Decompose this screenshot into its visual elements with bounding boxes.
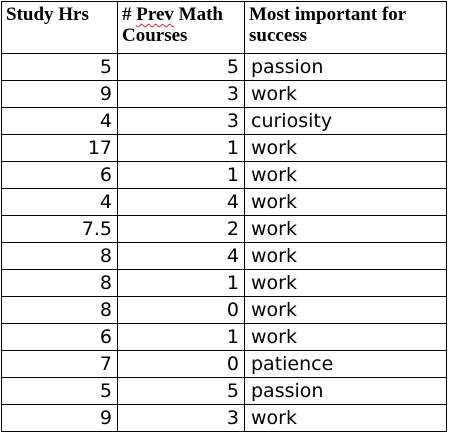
table-row <box>2 216 447 243</box>
cell-prev-math-courses: 3 <box>118 108 245 135</box>
cell-most-important: passion <box>245 378 447 405</box>
cell-study-hrs: 7 <box>2 351 118 378</box>
cell-most-important: work <box>245 297 447 324</box>
cell-prev-math-courses: 3 <box>118 81 245 108</box>
cell-prev-math-courses: 4 <box>118 243 245 270</box>
cell-study-hrs: 8 <box>2 297 118 324</box>
cell-study-hrs: 7.5 <box>2 216 118 243</box>
header-study-hrs-label: Study Hrs <box>6 4 89 25</box>
header-most-important <box>245 2 447 54</box>
cell-most-important: work <box>245 405 447 432</box>
table-row <box>2 243 447 270</box>
table-row <box>2 81 447 108</box>
cell-study-hrs: 4 <box>2 108 118 135</box>
table-row <box>2 297 447 324</box>
cell-most-important: work <box>245 81 447 108</box>
data-table <box>1 1 447 432</box>
header-most-important-label: Most important for success <box>249 4 406 46</box>
cell-prev-math-courses: 0 <box>118 351 245 378</box>
header-row <box>2 2 447 54</box>
cell-study-hrs: 17 <box>2 135 118 162</box>
table-row <box>2 405 447 432</box>
cell-prev-math-courses: 3 <box>118 405 245 432</box>
cell-study-hrs: 8 <box>2 270 118 297</box>
cell-most-important: work <box>245 270 447 297</box>
cell-study-hrs: 8 <box>2 243 118 270</box>
cell-study-hrs: 5 <box>2 378 118 405</box>
cell-study-hrs: 5 <box>2 54 118 81</box>
table-body <box>2 54 447 432</box>
table-row <box>2 135 447 162</box>
cell-prev-math-courses: 0 <box>118 297 245 324</box>
cell-most-important: passion <box>245 54 447 81</box>
cell-study-hrs: 4 <box>2 189 118 216</box>
cell-prev-math-courses: 4 <box>118 189 245 216</box>
cell-prev-math-courses: 1 <box>118 270 245 297</box>
table-row <box>2 351 447 378</box>
cell-prev-math-courses: 1 <box>118 135 245 162</box>
header-prev-math-suffix: Math Courses <box>122 4 228 46</box>
header-study-hrs <box>2 2 118 54</box>
cell-prev-math-courses: 5 <box>118 54 245 81</box>
cell-most-important: work <box>245 243 447 270</box>
cell-study-hrs: 6 <box>2 162 118 189</box>
cell-prev-math-courses: 5 <box>118 378 245 405</box>
header-prev-math-prefix: # <box>122 4 137 25</box>
table-row <box>2 270 447 297</box>
table-row <box>2 189 447 216</box>
cell-most-important: work <box>245 162 447 189</box>
cell-study-hrs: 9 <box>2 405 118 432</box>
cell-most-important: work <box>245 135 447 162</box>
table-row <box>2 54 447 81</box>
cell-prev-math-courses: 1 <box>118 162 245 189</box>
cell-most-important: patience <box>245 351 447 378</box>
cell-prev-math-courses: 2 <box>118 216 245 243</box>
table-row <box>2 162 447 189</box>
cell-most-important: curiosity <box>245 108 447 135</box>
cell-most-important: work <box>245 189 447 216</box>
cell-study-hrs: 9 <box>2 81 118 108</box>
spellcheck-flagged-word[interactable]: Prev <box>136 4 174 25</box>
table-row <box>2 378 447 405</box>
table-row <box>2 108 447 135</box>
cell-most-important: work <box>245 324 447 351</box>
table-row <box>2 324 447 351</box>
cell-prev-math-courses: 1 <box>118 324 245 351</box>
cell-study-hrs: 6 <box>2 324 118 351</box>
header-prev-math-courses <box>118 2 245 54</box>
cell-most-important: work <box>245 216 447 243</box>
